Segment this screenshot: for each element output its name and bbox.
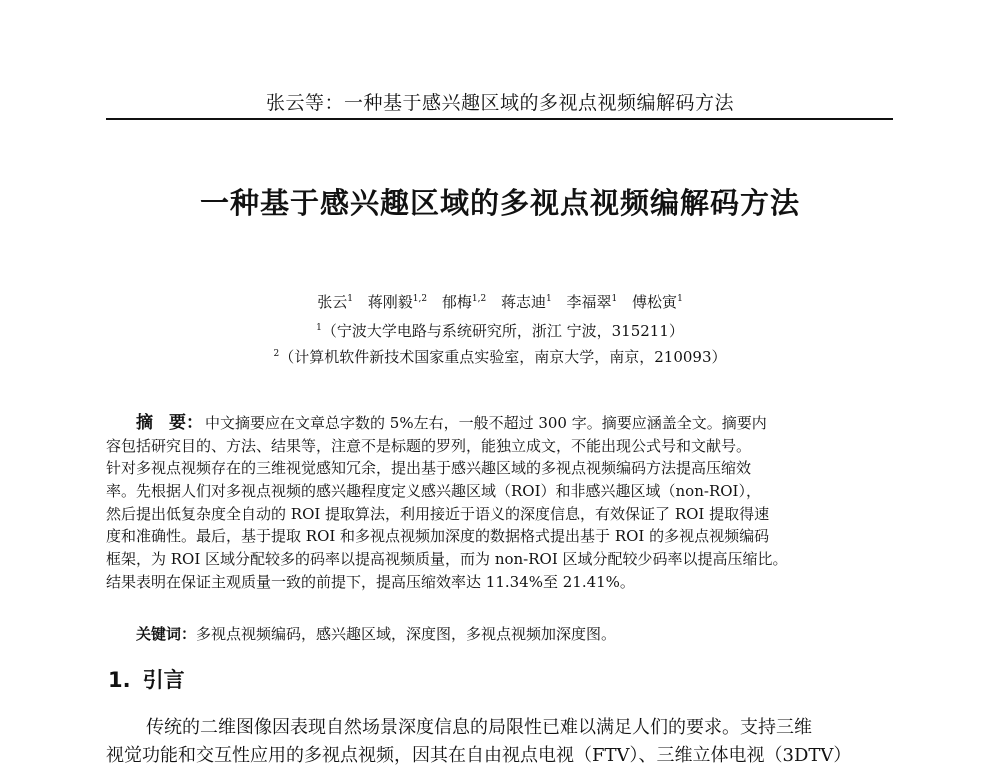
body-line: 传统的二维图像因表现自然场景深度信息的局限性已难以满足人们的要求。支持三维	[146, 717, 812, 738]
abstract-line: 率。先根据人们对多视点视频的感兴趣程度定义感兴趣区域（ROI）和非感兴趣区域（non-ROI），	[106, 482, 761, 501]
section-title: 引言	[142, 668, 185, 692]
abstract-line: 摘 要： 中文摘要应在文章总字数的 5%左右，一般不超过 300 字。摘要应涵盖全文。摘要内	[136, 413, 767, 433]
paper-title: 一种基于感兴趣区域的多视点视频编解码方法	[199, 186, 800, 220]
abstract-line: 框架，为 ROI 区域分配较多的码率以提高视频质量，而为 non-ROI 区域分配较少码率以提高压缩比。	[106, 550, 788, 569]
author: 李福翠$^1$	[566, 293, 618, 311]
section-heading	[108, 664, 185, 694]
header-rule	[106, 118, 893, 120]
affiliation-2: $^2$（计算机软件新技术国家重点实验室，南京大学，南京，210093）	[273, 348, 727, 366]
abstract-line: 度和准确性。最后，基于提取 ROI 和多视点视频加深度的数据格式提出基于 ROI 的多视点视频编码	[106, 527, 770, 546]
section-number: 1.	[108, 668, 131, 692]
running-header: 张云等：一种基于感兴趣区域的多视点视频编解码方法	[265, 92, 734, 114]
body-line: 视觉功能和交互性应用的多视点视频，因其在自由视点电视（FTV）、三维立体电视（3DTV）	[106, 745, 852, 766]
author: 傅松寅$^1$	[632, 293, 683, 311]
abstract-label: 摘 要：	[136, 413, 203, 433]
keywords-text: 多视点视频编码，感兴趣区域，深度图，多视点视频加深度图。	[196, 625, 617, 643]
author: 郁梅$^{1,2}$	[441, 293, 487, 311]
abstract	[106, 412, 936, 594]
author-list	[0, 291, 1000, 312]
affiliation-1: $^1$（宁波大学电路与系统研究所，浙江 宁波，315211）	[316, 322, 684, 340]
abstract-line: 针对多视点视频存在的三维视觉感知冗余，提出基于感兴趣区域的多视点视频编码方法提高压缩效	[106, 459, 752, 478]
keywords	[136, 623, 616, 644]
author: 蒋志迪$^1$	[500, 293, 552, 311]
keywords-label: 关键词：	[136, 625, 197, 643]
abstract-line: 然后提出低复杂度全自动的 ROI 提取算法，利用接近于语义的深度信息，有效保证了 ROI 提取得速	[106, 504, 770, 523]
abstract-line: 结果表明在保证主观质量一致的前提下，提高压缩效率达 11.34%至 21.41%。	[106, 572, 635, 591]
author: 蒋刚毅$^{1,2}$	[367, 293, 428, 311]
body-text	[106, 714, 936, 770]
abstract-line: 容包括研究目的、方法、结果等，注意不是标题的罗列，能独立成文，不能出现公式号和文献号。	[106, 436, 752, 455]
author: 张云$^1$	[317, 293, 353, 311]
